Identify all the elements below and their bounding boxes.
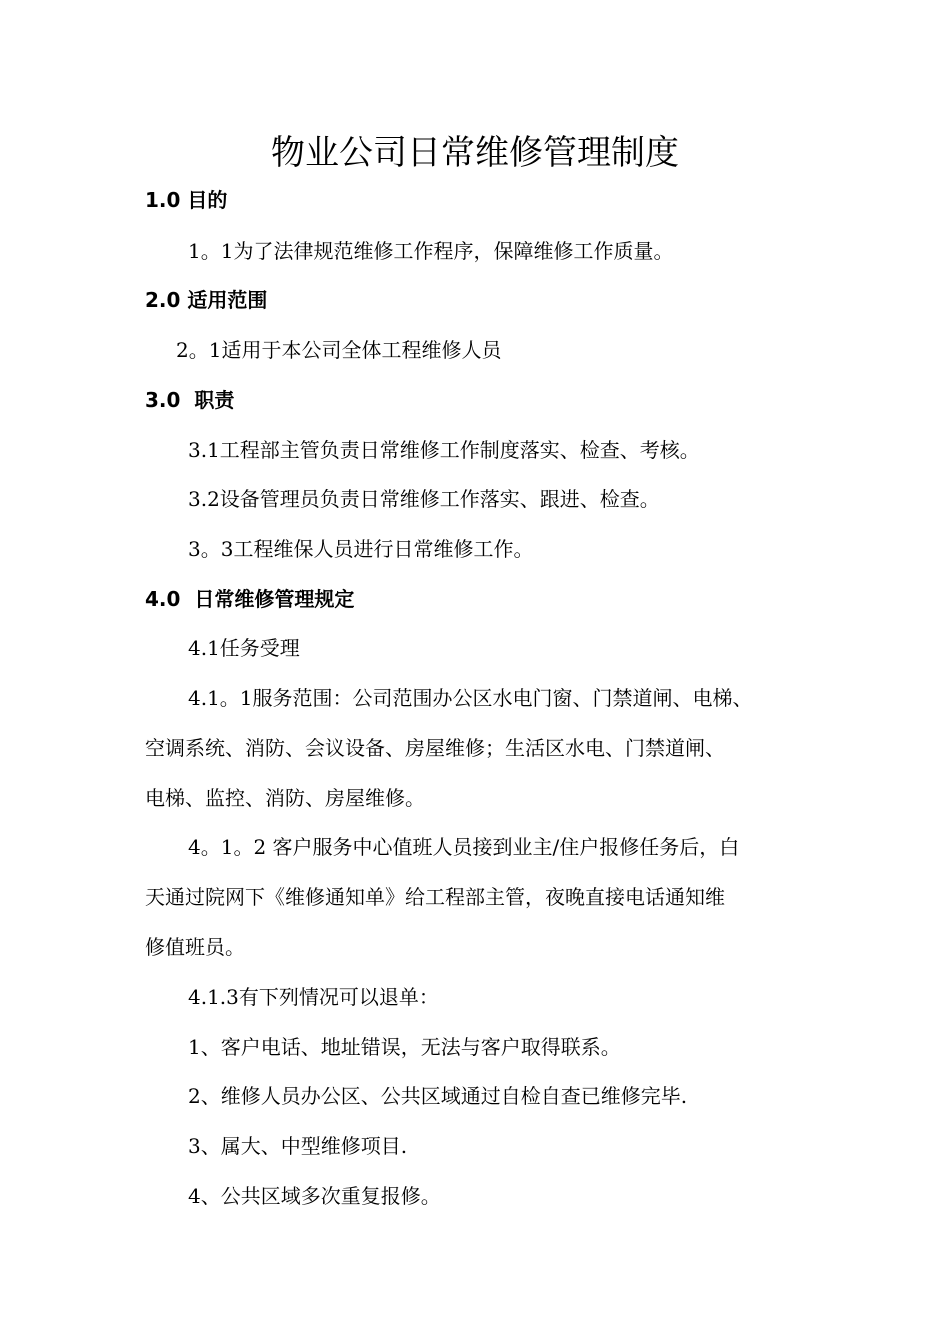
paragraph-line: 修值班员。 bbox=[145, 935, 245, 959]
paragraph-line: 4.1.3有下列情况可以退单： bbox=[188, 985, 439, 1009]
paragraph-line: 3。3工程维保人员进行日常维修工作。 bbox=[188, 537, 534, 561]
section-heading-responsibilities: 3.0 职责 bbox=[145, 388, 235, 412]
paragraph-line: 1。1为了法律规范维修工作程序，保障维修工作质量。 bbox=[188, 239, 674, 263]
document-title: 物业公司日常维修管理制度 bbox=[271, 133, 679, 173]
list-item: 1、客户电话、地址错误，无法与客户取得联系。 bbox=[188, 1035, 621, 1059]
section-heading-maintenance-rules: 4.0 日常维修管理规定 bbox=[145, 587, 355, 611]
paragraph-line: 4.1。1服务范围：公司范围办公区水电门窗、门禁道闸、电梯、 bbox=[188, 686, 753, 710]
paragraph-line: 空调系统、消防、会议设备、房屋维修；生活区水电、门禁道闸、 bbox=[145, 736, 725, 760]
section-heading-scope: 2.0 适用范围 bbox=[145, 288, 268, 312]
section-heading-purpose: 1.0 目的 bbox=[145, 188, 228, 212]
paragraph-line: 2。1适用于本公司全体工程维修人员 bbox=[176, 338, 502, 362]
list-item: 3、属大、中型维修项目. bbox=[188, 1134, 408, 1158]
paragraph-line: 3.1工程部主管负责日常维修工作制度落实、检查、考核。 bbox=[188, 438, 700, 462]
list-item: 2、维修人员办公区、公共区域通过自检自查已维修完毕. bbox=[188, 1084, 688, 1108]
list-item: 4、公共区域多次重复报修。 bbox=[188, 1184, 441, 1208]
paragraph-line: 3.2设备管理员负责日常维修工作落实、跟进、检查。 bbox=[188, 487, 660, 511]
paragraph-line: 天通过院网下《维修通知单》给工程部主管，夜晚直接电话通知维 bbox=[145, 885, 725, 909]
paragraph-line: 4.1任务受理 bbox=[188, 636, 300, 660]
paragraph-line: 4。1。2 客户服务中心值班人员接到业主/住户报修任务后，白 bbox=[188, 835, 740, 859]
paragraph-line: 电梯、监控、消防、房屋维修。 bbox=[145, 786, 425, 810]
